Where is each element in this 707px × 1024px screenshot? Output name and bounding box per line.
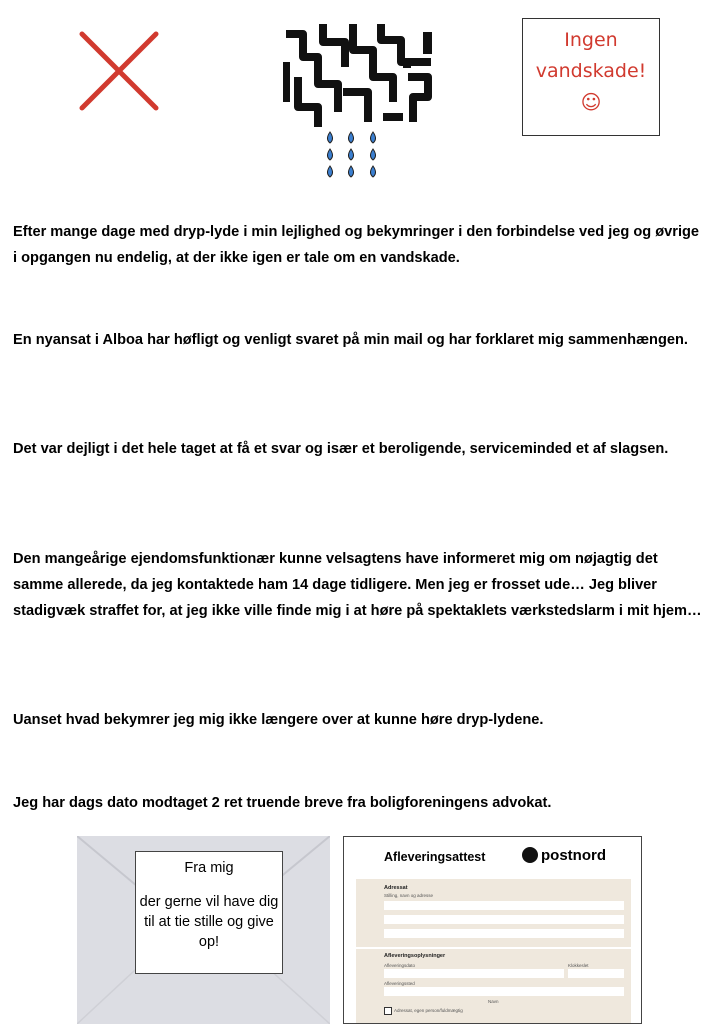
- leaking-pipes-icon: [283, 22, 438, 182]
- delivery-place-field: [384, 987, 624, 996]
- envelope-note: [135, 851, 283, 974]
- name-label: Navn: [488, 999, 499, 1004]
- checkbox: [384, 1007, 392, 1015]
- addressee-field-1: [384, 901, 624, 910]
- addressee-label: Adressat: [384, 885, 408, 891]
- delivery-info-section: [356, 949, 631, 1024]
- paragraph-4: Den mangeårige ejendomsfunktionær kunne velsagtens have informeret mig om nøjagtig det samme allerede, da jeg kontaktede ham 14 dage tidligere. Men jeg er frosset ude… Jeg bliver stadigvæk straffet for, at jeg ikke ville finde mig i at høre på spektaklets værkstedslarm i mit hjem…: [13, 551, 702, 619]
- postnord-logo-icon: [522, 847, 538, 863]
- addressee-field-3: [384, 929, 624, 938]
- delivery-info-label: Afleveringsoplysninger: [384, 953, 446, 959]
- form-title: Afleveringsattest: [384, 850, 486, 864]
- note-line1: Fra mig: [184, 860, 234, 876]
- delivery-certificate-image: [343, 836, 642, 1024]
- addressee-section: [356, 879, 631, 947]
- badge-line1: Ingen: [564, 29, 618, 51]
- delivery-date-label: Afleveringsdato: [384, 963, 416, 968]
- addressee-field-2: [384, 915, 624, 924]
- addressee-sub: Stilling, navn og adresse: [384, 893, 434, 898]
- checkbox-label: Adressat, egen person/fuldmægtig: [394, 1008, 463, 1013]
- delivery-place-label: Afleveringssted: [384, 981, 415, 986]
- paragraph-5: Uanset hvad bekymrer jeg mig ikke længere over at kunne høre dryp-lydene.: [13, 712, 544, 728]
- postnord-brand: postnord: [541, 847, 606, 864]
- delivery-time-label: Klokkeslet: [568, 963, 589, 968]
- delivery-date-field: [384, 969, 564, 978]
- red-x-icon: [78, 30, 160, 112]
- postnord-logo: [522, 847, 606, 864]
- paragraph-1: Efter mange dage med dryp-lyde i min lejlighed og bekymringer i den forbindelse ved jeg og øvrige i opgangen nu endelig, at der ikke igen er tale om en vandskade.: [13, 224, 700, 266]
- note-line2: der gerne vil have dig til at tie stille og give op!: [139, 894, 279, 950]
- delivery-time-field: [568, 969, 624, 978]
- no-water-damage-badge: [522, 18, 660, 136]
- paragraph-6: Jeg har dags dato modtaget 2 ret truende breve fra boligforeningens advokat.: [13, 795, 552, 811]
- badge-line2: vandskade!: [535, 60, 647, 82]
- paragraph-2: En nyansat i Alboa har høfligt og venligt svaret på min mail og har forklaret mig sammenhængen.: [13, 332, 688, 348]
- paragraph-3: Det var dejligt i det hele taget at få et svar og især et beroligende, serviceminded et af slagsen.: [13, 441, 669, 457]
- smiley-icon: ☺: [580, 90, 602, 114]
